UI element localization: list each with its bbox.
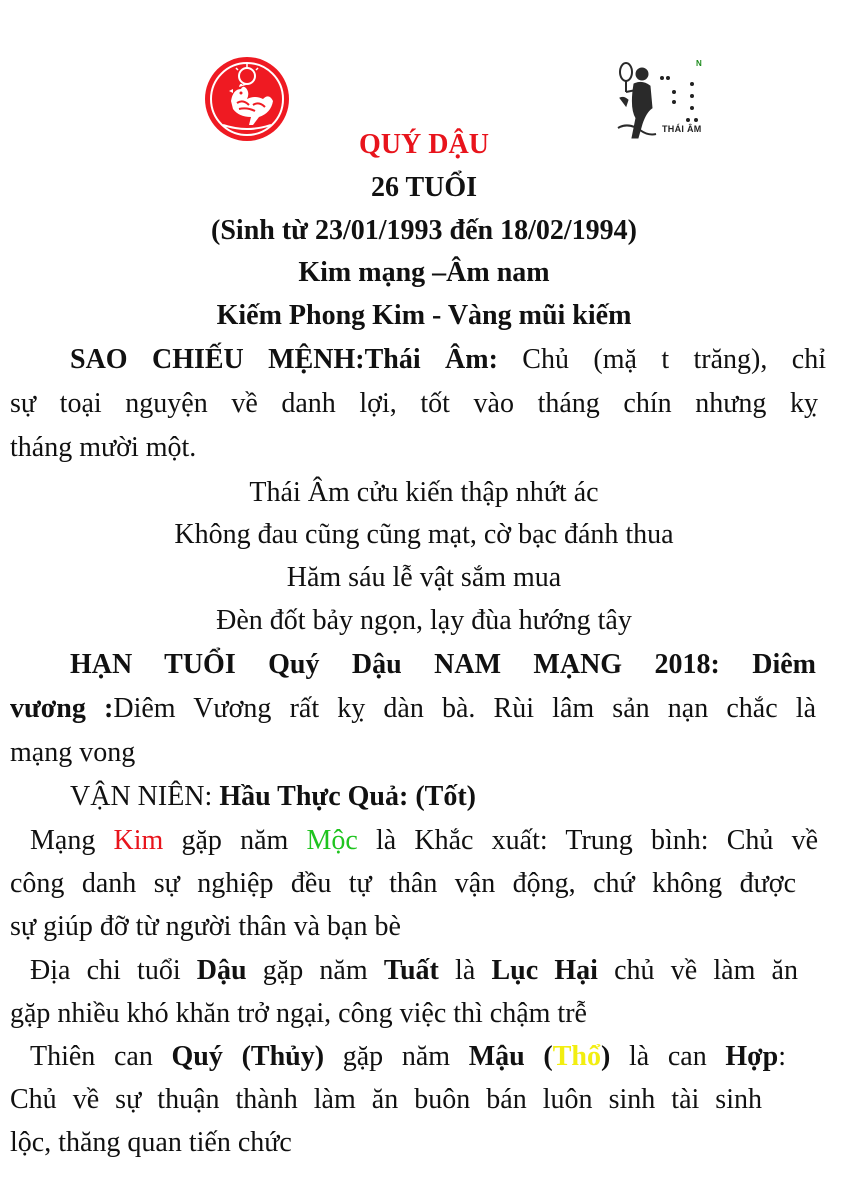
- sao-chieu-menh-line2: sự toại nguyện về danh lợi, tốt vào tháng chín nhưng kỵ: [10, 388, 818, 419]
- dia-chi-text: là: [438, 955, 492, 986]
- poem-line-4: Đèn đốt bảy ngọn, lạy đùa hướng tây: [216, 605, 632, 636]
- dia-chi-line1: [30, 954, 798, 988]
- poem-line-2: Không đau cũng cũng mạt, cờ bạc đánh thua: [174, 519, 674, 550]
- menh-line3: sự giúp đỡ từ người thân và bạn bè: [10, 911, 401, 942]
- thien-can-hop: Hợp: [725, 1041, 779, 1072]
- van-nien-value: Hầu Thực Quả: (Tốt): [219, 781, 476, 812]
- star-caption: THÁI ÂM: [662, 124, 702, 134]
- thien-can-line2: Chủ về sự thuận thành làm ăn buôn bán luôn sinh tài sinh: [10, 1084, 762, 1115]
- menh-text: Mạng: [30, 825, 114, 856]
- dia-chi-text: gặp năm: [246, 955, 384, 986]
- thien-can-line3: lộc, thăng quan tiến chức: [10, 1127, 292, 1158]
- birth-range: (Sinh từ 23/01/1993 đến 18/02/1994): [211, 215, 637, 246]
- thien-can-quy: Quý: [171, 1041, 223, 1072]
- page-title: QUÝ DẬU: [359, 129, 489, 160]
- dia-chi-line2: gặp nhiều khó khăn trở ngại, công việc thì chậm trễ: [10, 998, 587, 1029]
- han-tuoi-line3: mạng vong: [10, 737, 136, 768]
- thien-can-text: :: [778, 1041, 787, 1072]
- menh-line1: [30, 824, 818, 858]
- thien-can-text: gặp năm: [324, 1041, 469, 1072]
- thien-can-paren: ): [600, 1041, 611, 1072]
- han-tuoi-label-cont: vương :: [10, 693, 114, 724]
- poem-line-3: Hăm sáu lễ vật sắm mua: [286, 562, 562, 593]
- dia-chi-dau: Dậu: [196, 955, 247, 986]
- thien-can-tho: Thổ: [552, 1041, 601, 1072]
- thien-can-text: Thiên can: [30, 1041, 172, 1072]
- sao-chieu-menh-text: Chủ (mặ t trăng), chỉ: [497, 344, 826, 375]
- thien-can-paren: (: [524, 1041, 553, 1072]
- na-am: Kiếm Phong Kim - Vàng mũi kiếm: [216, 300, 632, 331]
- han-tuoi-text: Diêm Vương rất kỵ dàn bà. Rùi lâm sản nạn chắc là: [113, 693, 816, 724]
- thien-can-thuy: (Thủy): [241, 1041, 325, 1072]
- thien-can-text: là can: [610, 1041, 726, 1072]
- thien-can-mau: Mậu: [468, 1041, 525, 1072]
- sao-chieu-menh-line1: [70, 343, 826, 377]
- dia-chi-luc-hai: Lục Hại: [491, 955, 598, 986]
- menh-kim: Kim: [113, 825, 164, 856]
- menh-moc: Mộc: [306, 825, 358, 856]
- element-gender: Kim mạng –Âm nam: [298, 257, 550, 288]
- star-mark-label: N: [696, 59, 702, 68]
- thien-can-text: [223, 1041, 242, 1072]
- sao-chieu-menh-label: SAO CHIẾU MỆNH:Thái Âm:: [70, 344, 498, 375]
- menh-line2: công danh sự nghiệp đều tự thân vận động, chứ không được: [10, 868, 796, 899]
- menh-text: là Khắc xuất: Trung bình: Chủ về: [357, 825, 818, 856]
- van-nien-label: VẬN NIÊN:: [70, 781, 220, 812]
- sao-chieu-menh-line3: tháng mười một.: [10, 432, 197, 463]
- van-nien: [70, 780, 476, 814]
- menh-text: gặp năm: [163, 825, 307, 856]
- dia-chi-text: Địa chi tuổi: [30, 955, 197, 986]
- thien-can-line1: [30, 1040, 786, 1074]
- han-tuoi-line2: [10, 692, 816, 726]
- han-tuoi-label: HẠN TUỔI Quý Dậu NAM MẠNG 2018: Diêm: [70, 649, 816, 680]
- poem-line-1: Thái Âm cửu kiến thập nhứt ác: [249, 477, 599, 508]
- dia-chi-text: chủ về làm ăn: [597, 955, 798, 986]
- dia-chi-tuat: Tuất: [383, 955, 439, 986]
- age-heading: 26 TUỔI: [370, 172, 478, 203]
